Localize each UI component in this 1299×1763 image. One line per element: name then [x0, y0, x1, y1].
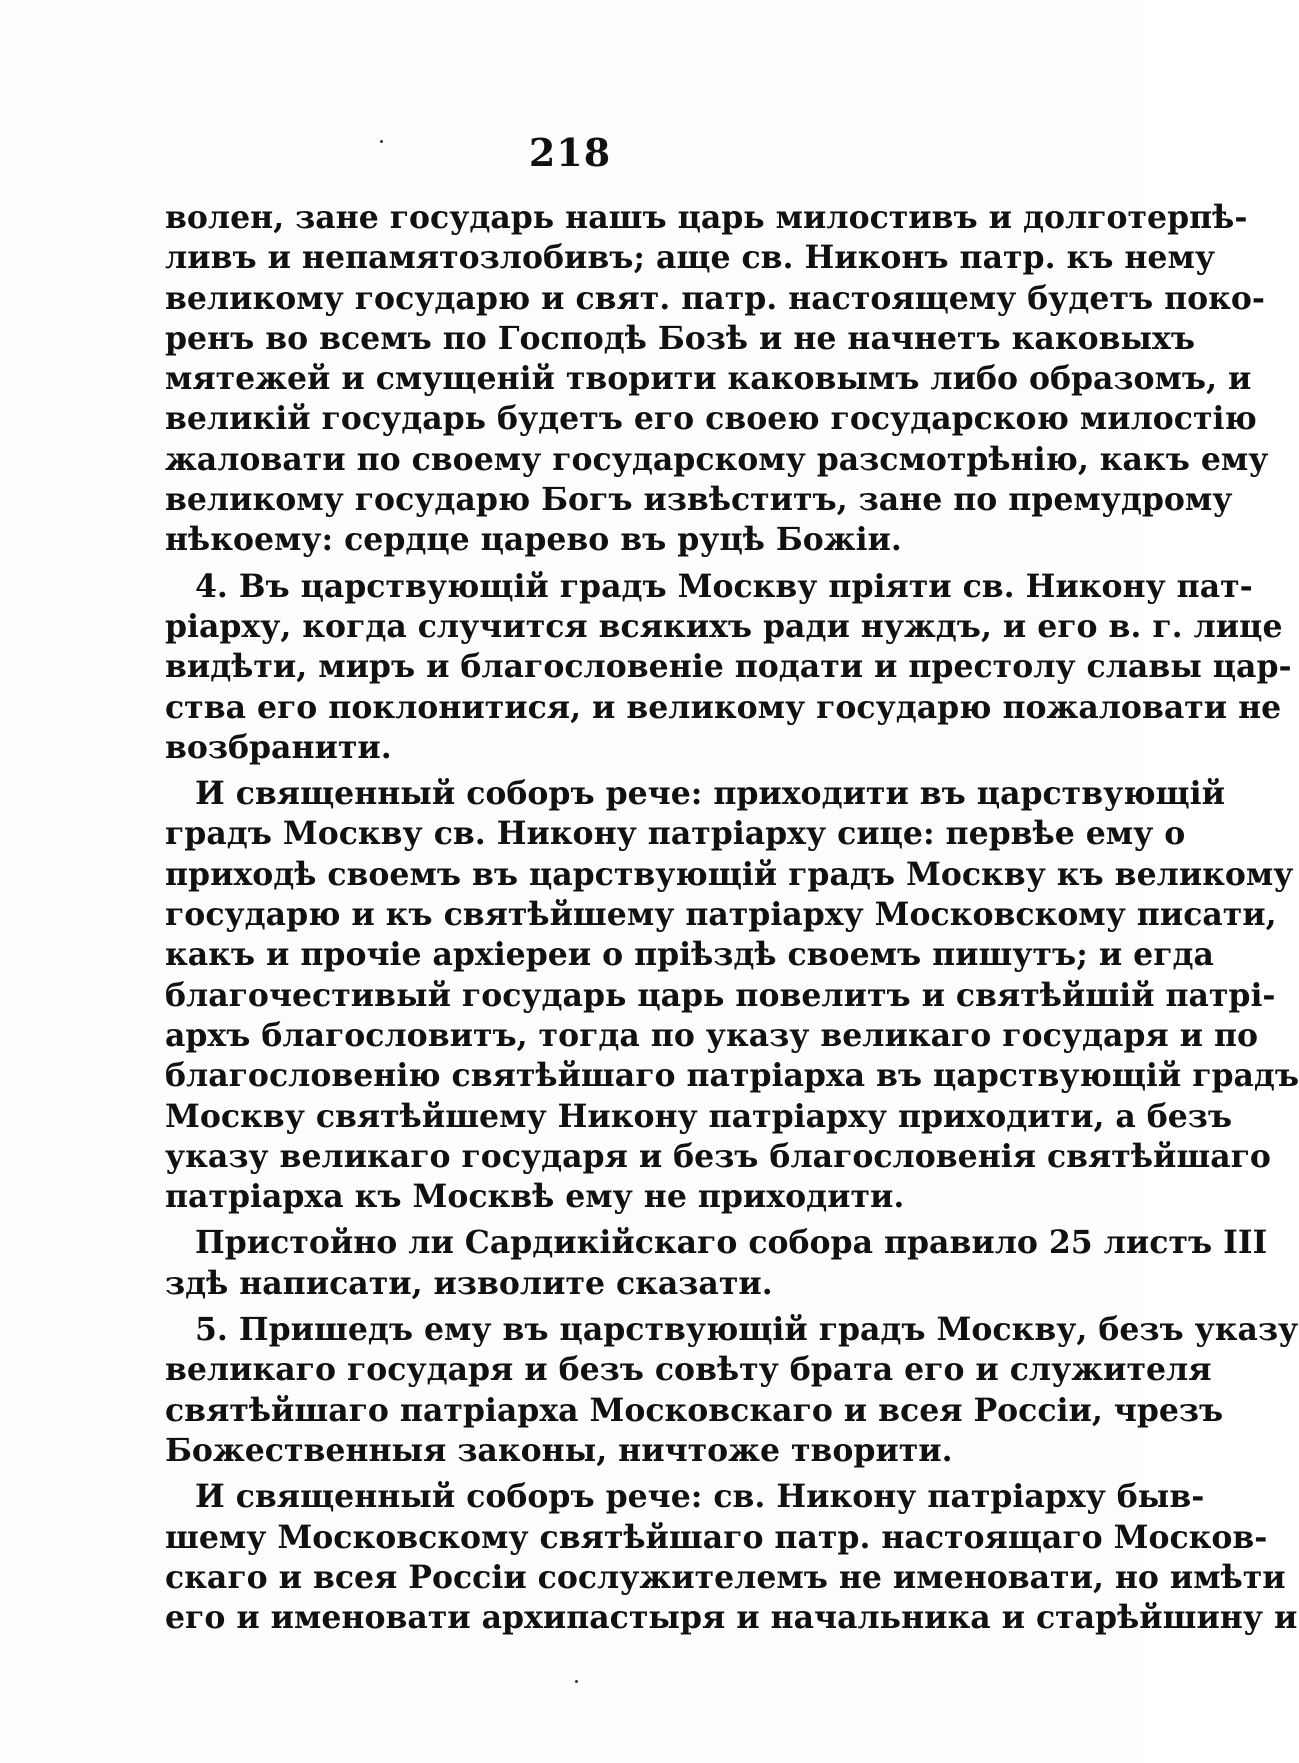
text-line: скаго и всея Россіи сослужителемъ не именовати, но имѣти [165, 1558, 1286, 1596]
text-line: его и именовати архипастыря и начальника и старѣйшину и [165, 1599, 1298, 1637]
text-line: видѣти, миръ и благословеніе подати и престолу славы цар- [165, 648, 1292, 686]
print-speck [575, 1680, 578, 1683]
text-line: жаловати по своему государскому разсмотрѣнію, какъ ему [165, 440, 1269, 478]
text-line: великому государю Богъ извѣститъ, зане по премудрому [165, 481, 1233, 519]
text-line: шему Московскому святѣйшаго патр. настоящаго Москов- [165, 1518, 1268, 1556]
text-line: благословенію святѣйшаго патріарха въ царствующій градъ [165, 1057, 1299, 1095]
text-line: И священный соборъ рече: приходити въ царствующій [195, 775, 1225, 813]
text-line: великій государь будетъ его своею государскою милостію [165, 400, 1257, 438]
text-line: архъ благословитъ, тогда по указу великаго государя и по [165, 1016, 1259, 1054]
paragraph [165, 198, 1269, 561]
print-speck [380, 140, 383, 143]
text-line: Божественныя законы, ничтоже творити. [165, 1431, 953, 1469]
text-line: волен, зане государь нашъ царь милостивъ и долготерпѣ- [165, 199, 1248, 236]
text-line: святѣйшаго патріарха Московскаго и всея Россіи, чрезъ [165, 1391, 1224, 1429]
text-line: Москву святѣйшему Никону патріарху приходити, а безъ [165, 1097, 1233, 1135]
text-line: великаго государя и безъ совѣту брата его и служителя [165, 1351, 1212, 1389]
text-line: нѣкоему: сердце царево въ руцѣ Божіи. [165, 521, 902, 559]
text-line: мятежей и смущеній творити каковымъ либо образомъ, и [165, 360, 1252, 398]
text-line: ренъ во всемъ по Господѣ Бозѣ и не начнетъ каковыхъ [165, 319, 1195, 357]
page-text [165, 198, 1299, 1638]
text-line: благочестивый государь царь повелитъ и святѣйшій патрі- [165, 976, 1276, 1014]
text-line: возбранити. [165, 728, 392, 766]
text-line: 4. Въ царствующій градъ Москву пріяти св. Никону пат- [195, 567, 1253, 605]
paragraph [165, 774, 1299, 1217]
text-line: указу великаго государя и безъ благословенія святѣйшаго [165, 1137, 1271, 1175]
paragraph [165, 1310, 1299, 1471]
text-line: ства его поклонитися, и великому государю пожаловати не [165, 688, 1282, 726]
text-line: градъ Москву св. Никону патріарху сице: первѣе ему о [165, 815, 1186, 853]
text-line: здѣ написати, изволите сказати. [165, 1264, 773, 1302]
text-line: ріарху, когда случится всякихъ ради нуждъ, и его в. г. лице [165, 607, 1283, 645]
text-line: Пристойно ли Сардикійскаго собора правило 25 листъ III [195, 1224, 1268, 1262]
paragraph [165, 1477, 1298, 1638]
paragraph [165, 567, 1292, 768]
text-line: великому государю и свят. патр. настоящему будетъ поко- [165, 279, 1265, 317]
text-line: какъ и прочіе архіереи о пріѣздѣ своемъ пишутъ; и егда [165, 936, 1214, 974]
text-line: ливъ и непамятозлобивъ; аще св. Никонъ патр. къ нему [165, 239, 1216, 277]
text-line: 5. Пришедъ ему въ царствующій градъ Москву, безъ указу [195, 1311, 1299, 1349]
text-line: государю и къ святѣйшему патріарху Московскому писати, [165, 896, 1277, 934]
page-number: 218 [528, 130, 612, 175]
text-line: патріарха къ Москвѣ ему не приходити. [165, 1178, 905, 1216]
paragraph [165, 1223, 1268, 1304]
text-line: И священный соборъ рече: св. Никону патріарху быв- [195, 1478, 1205, 1516]
text-line: приходѣ своемъ въ царствующій градъ Москву къ великому [165, 855, 1294, 893]
